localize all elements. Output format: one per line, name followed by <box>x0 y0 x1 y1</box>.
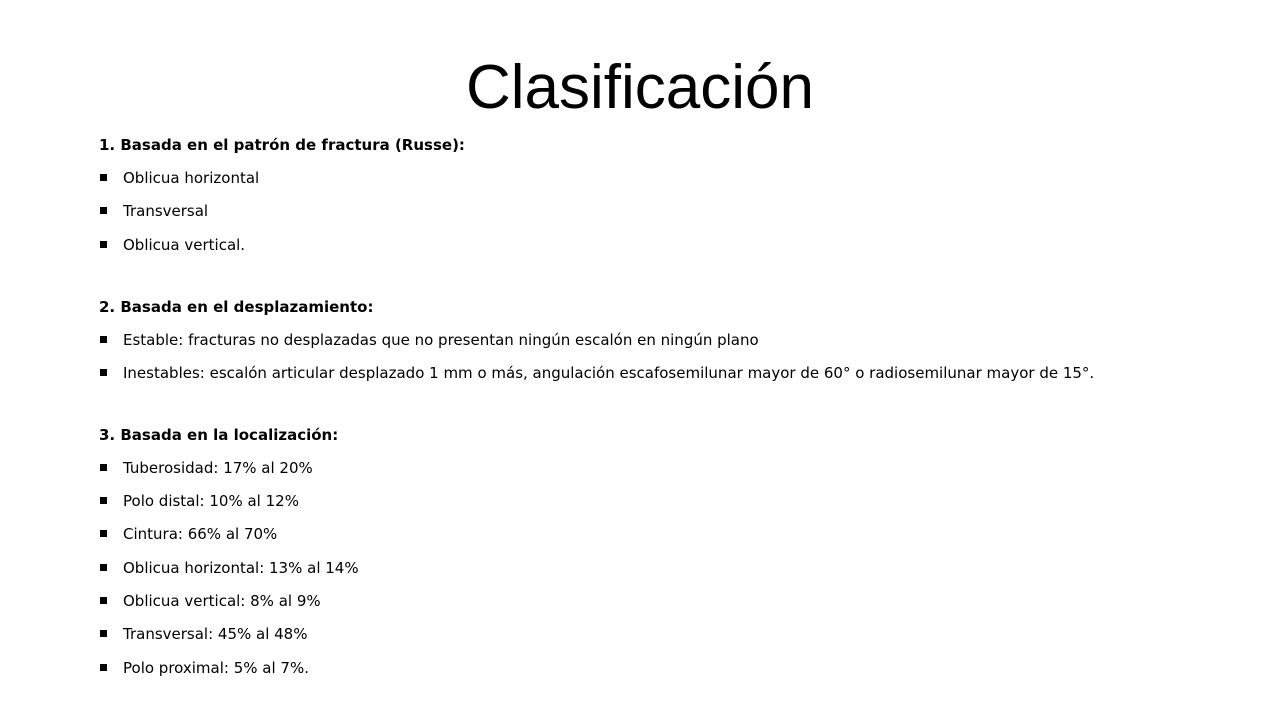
list-item-text: Estable: fracturas no desplazadas que no presentan ningún escalón en ningún plano <box>123 330 759 349</box>
list-item-text: Transversal: 45% al 48% <box>123 625 308 644</box>
square-bullet-icon <box>100 207 107 214</box>
square-bullet-icon <box>100 564 107 571</box>
list-item-text: Oblicua vertical: 8% al 9% <box>123 592 321 611</box>
list-item <box>99 622 1239 646</box>
list-item-text: Transversal <box>123 202 209 221</box>
list-item-text: Cintura: 66% al 70% <box>123 525 278 544</box>
square-bullet-icon <box>100 630 107 637</box>
square-bullet-icon <box>100 597 107 604</box>
list-item-text: Oblicua vertical. <box>123 235 246 254</box>
list-item <box>99 361 1239 385</box>
square-bullet-icon <box>100 174 107 181</box>
list-item <box>99 166 1239 190</box>
square-bullet-icon <box>100 497 107 504</box>
displacement-list <box>99 328 1239 385</box>
square-bullet-icon <box>100 530 107 537</box>
slide-body <box>99 133 1239 680</box>
location-list <box>99 456 1239 680</box>
square-bullet-icon <box>100 369 107 376</box>
list-item-text: Polo proximal: 5% al 7%. <box>123 658 309 677</box>
section-heading-displacement: 2. Basada en el desplazamiento: <box>99 297 374 316</box>
list-item <box>99 328 1239 352</box>
list-item-text: Inestables: escalón articular desplazado 1 mm o más, angulación escafosemilunar mayor de 60° o radiosemilunar mayor de 15°. <box>123 363 1095 382</box>
square-bullet-icon <box>100 336 107 343</box>
list-item <box>99 589 1239 613</box>
list-item-text: Tuberosidad: 17% al 20% <box>123 458 313 477</box>
list-item <box>99 233 1239 257</box>
section-heading-pattern: 1. Basada en el patrón de fractura (Russe): <box>99 136 465 154</box>
list-item <box>99 656 1239 680</box>
slide-title: Clasificación <box>465 53 815 122</box>
section-heading-location: 3. Basada en la localización: <box>99 425 339 444</box>
list-item-text: Polo distal: 10% al 12% <box>123 492 299 511</box>
list-item <box>99 489 1239 513</box>
list-item <box>99 556 1239 580</box>
list-item-text: Oblicua horizontal: 13% al 14% <box>123 558 359 577</box>
square-bullet-icon <box>100 664 107 671</box>
list-item <box>99 522 1239 546</box>
square-bullet-icon <box>100 464 107 471</box>
pattern-list <box>99 166 1239 257</box>
square-bullet-icon <box>100 241 107 248</box>
list-item <box>99 456 1239 480</box>
list-item <box>99 199 1239 223</box>
list-item-text: Oblicua horizontal <box>123 169 260 187</box>
